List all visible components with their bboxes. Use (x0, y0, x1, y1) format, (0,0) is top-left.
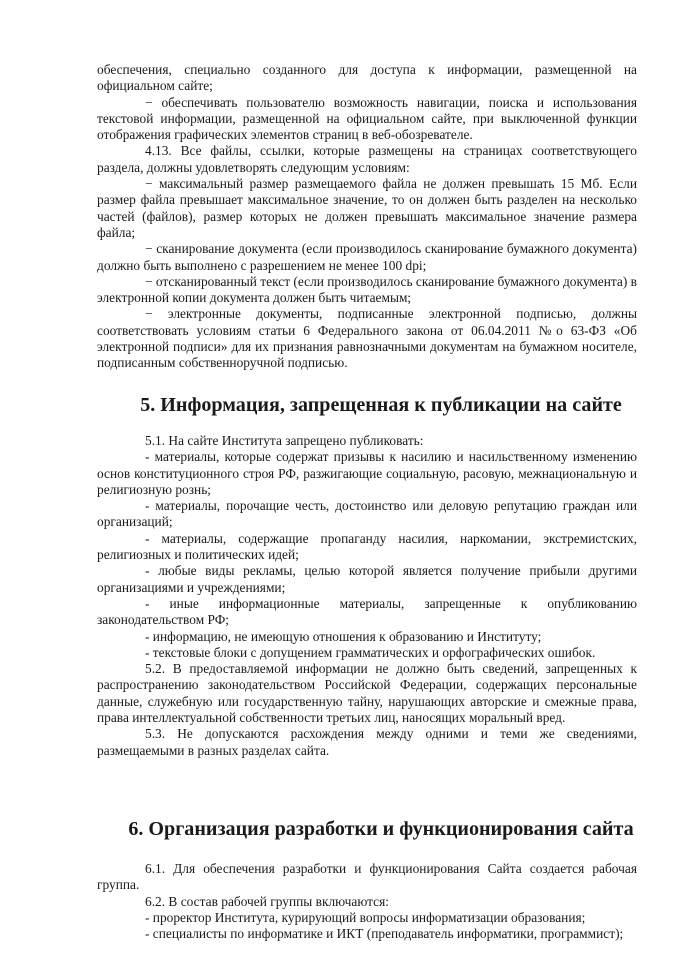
list-item: - материалы, содержащие пропаганду насилия, наркомании, экстремистских, религиозных и политических идей; (97, 530, 637, 563)
list-item: - материалы, которые содержат призывы к насилию и насильственному изменению основ конституционного строя РФ, разжигающие социальную, расовую, межнациональную и религиозную рознь; (97, 449, 637, 497)
list-item: - специалисты по информатике и ИКТ (преподаватель информатики, программист); (145, 926, 624, 942)
list-item: - текстовые блоки с допущением грамматических и орфографических ошибок. (145, 644, 596, 660)
document-page (97, 62, 637, 943)
paragraph: обеспечения, специально созданного для доступа к информации, размещенной на официальном сайте; (97, 62, 637, 94)
paragraph: − максимальный размер размещаемого файла не должен превышать 15 Мб. Если размер файла превышает максимальное значение, то он должен быть разделен на несколько частей (файлов), размер которых не должен превышать максимальное значение размера файла; (97, 176, 637, 240)
section-5-heading: 5. Информация, запрещенная к публикации на сайте (140, 393, 622, 416)
section-6-heading: 6. Организация разработки и функционирования сайта (128, 817, 634, 840)
paragraph-4-13: 4.13. Все файлы, ссылки, которые размещены на страницах соответствующего раздела, должны удовлетворять следующим условиям: (97, 143, 637, 175)
list-item: - информацию, не имеющую отношения к образованию и Институту; (145, 628, 542, 644)
paragraph: − электронные документы, подписанные электронной подписью, должны соответствовать условиям статьи 6 Федерального закона от 06.04.2011 №о 63-ФЗ «Об электронной подписи» для их признания равнозначными документам на бумажном носителе, подписанным собственноручной подписью. (97, 306, 637, 371)
list-item: - иные информационные материалы, запрещенные к опубликованию законодательством РФ; (97, 595, 637, 628)
paragraph: − отсканированный текст (если производилось сканирование бумажного документа) в электронной копии документа должен быть читаемым; (97, 273, 638, 306)
paragraph-6-1: 6.1. Для обеспечения разработки и функционирования Сайта создается рабочая группа. (97, 861, 637, 893)
list-item: - материалы, порочащие честь, достоинство или деловую репутацию граждан или организаций; (97, 498, 637, 530)
paragraph-5-1: 5.1. На сайте Института запрещено публиковать: (145, 432, 424, 448)
paragraph: − обеспечивать пользователю возможность навигации, поиска и использования текстовой информации, размещенной на официальном сайте, при выключенной функции отображения графических элементов страниц в веб-обозревателе. (97, 94, 637, 143)
paragraph-5-2: 5.2. В предоставляемой информации не должно быть сведений, запрещенных к распространению законодательством Российской Федерации, содержащих персональные данные, служебную или государственную тайну, нарушающих авторские и смежные права, права интеллектуальной собственности третьих лиц, наносящих моральный вред. (97, 661, 637, 725)
list-item: - проректор Института, курирующий вопросы информатизации образования; (145, 910, 586, 926)
paragraph: − сканирование документа (если производилось сканирование бумажного документа) должно быть выполнено с разрешением не менее 100 dpi; (97, 241, 637, 273)
paragraph-5-3: 5.3. Не допускаются расхождения между одними и теми же сведениями, размещаемыми в разных разделах сайта. (97, 726, 637, 758)
paragraph-6-2: 6.2. В состав рабочей группы включаются: (145, 893, 389, 909)
list-item: - любые виды рекламы, целью которой является получение прибыли другими организациями и учреждениями; (97, 563, 637, 595)
